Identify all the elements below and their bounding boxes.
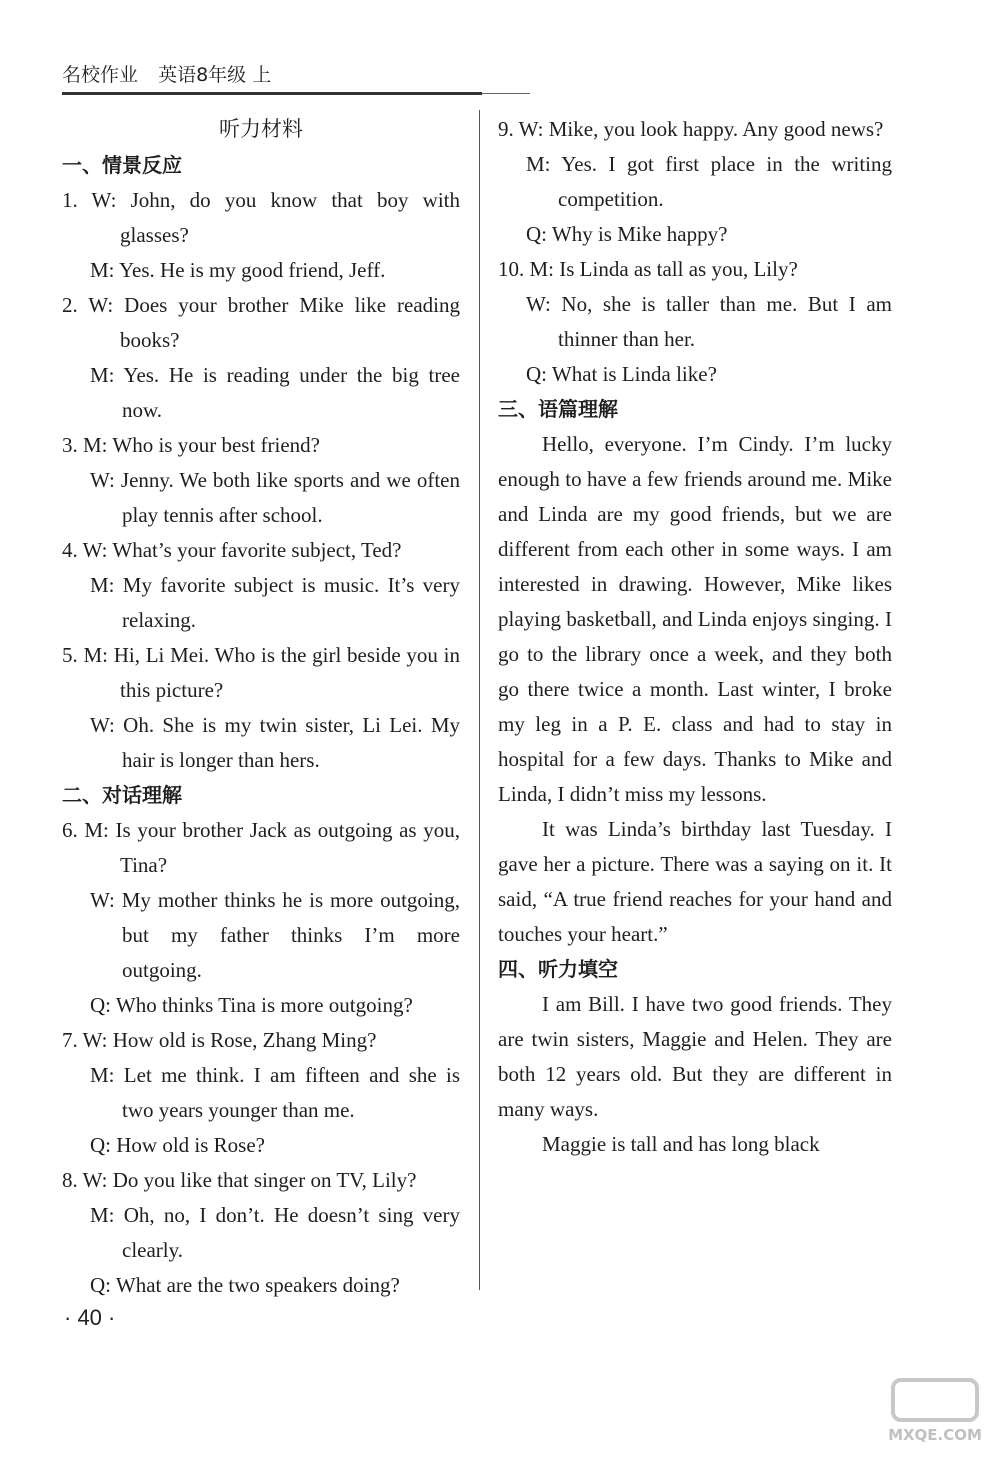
dialogue-line: M: My favorite subject is music. It’s very relaxing.	[90, 573, 460, 632]
header-rule	[62, 92, 482, 95]
page-title: 听力材料	[219, 117, 303, 141]
dialogue-line: Q: What are the two speakers doing?	[90, 1273, 400, 1297]
watermark-logo	[885, 1372, 985, 1447]
running-header	[62, 60, 482, 87]
section-heading-2: 二、对话理解	[62, 783, 182, 807]
dialogue-line: 9. W: Mike, you look happy. Any good news?	[498, 117, 884, 141]
dialogue-line: 10. M: Is Linda as tall as you, Lily?	[498, 257, 798, 281]
dialogue-line: M: Oh, no, I don’t. He doesn’t sing very clearly.	[90, 1203, 460, 1262]
book-subject: 英语8年级 上	[158, 64, 272, 86]
section-heading-3: 三、语篇理解	[498, 397, 618, 421]
dialogue-line: Q: Why is Mike happy?	[526, 222, 728, 246]
dialogue-line: M: Let me think. I am fifteen and she is two years younger than me.	[90, 1063, 460, 1122]
section-heading-1: 一、情景反应	[62, 153, 182, 177]
right-column	[498, 112, 892, 1162]
dialogue-line: 5. M: Hi, Li Mei. Who is the girl beside you in this picture?	[62, 643, 460, 702]
dialogue-line: M: Yes. He is my good friend, Jeff.	[90, 258, 386, 282]
page-number: · 40 ·	[64, 1305, 116, 1330]
book-title: 名校作业	[62, 64, 139, 86]
dialogue-line: W: Jenny. We both like sports and we often play tennis after school.	[90, 468, 460, 527]
passage-3-paragraph: Hello, everyone. I’m Cindy. I’m lucky enough to have a few friends around me. Mike and Linda are my good friends, but we are different from each other in some ways. I am interested in drawing. However, Mike likes playing basketball, and Linda enjoys singing. I go to the library once a week, and they both go there twice a month. Last winter, I broke my leg in a P. E. class and had to stay in hospital for a few days. Thanks to Mike and Linda, I didn’t miss my lessons.	[498, 432, 892, 806]
dialogue-line: 7. W: How old is Rose, Zhang Ming?	[62, 1028, 377, 1052]
dialogue-line: 4. W: What’s your favorite subject, Ted?	[62, 538, 402, 562]
watermark-text: MXQE.COM	[888, 1426, 982, 1444]
dialogue-line: W: My mother thinks he is more outgoing, but my father thinks I’m more outgoing.	[90, 888, 460, 982]
column-divider	[479, 110, 480, 1290]
passage-3-paragraph: It was Linda’s birthday last Tuesday. I gave her a picture. There was a saying on it. It said, “A true friend reaches for your hand and touches your heart.”	[498, 817, 892, 946]
passage-4-paragraph: I am Bill. I have two good friends. They are twin sisters, Maggie and Helen. They are both 12 years old. But they are different in many ways.	[498, 992, 892, 1121]
dialogue-line: 8. W: Do you like that singer on TV, Lily?	[62, 1168, 417, 1192]
passage-4-paragraph: Maggie is tall and has long black	[542, 1132, 820, 1156]
dialogue-line: W: Oh. She is my twin sister, Li Lei. My hair is longer than hers.	[90, 713, 460, 772]
left-column	[62, 112, 460, 1303]
dialogue-line: 6. M: Is your brother Jack as outgoing as you, Tina?	[62, 818, 460, 877]
section-1-items	[62, 183, 460, 778]
dialogue-line: Q: What is Linda like?	[526, 362, 717, 386]
header-rule-thin	[482, 93, 530, 94]
dialogue-line: 1. W: John, do you know that boy with glasses?	[62, 188, 460, 247]
dialogue-line: 3. M: Who is your best friend?	[62, 433, 320, 457]
dialogue-line: 2. W: Does your brother Mike like reading books?	[62, 293, 460, 352]
section-heading-4: 四、听力填空	[498, 957, 618, 981]
dialogue-line: Q: Who thinks Tina is more outgoing?	[90, 993, 413, 1017]
dialogue-line: M: Yes. I got first place in the writing competition.	[526, 152, 892, 211]
dialogue-line: W: No, she is taller than me. But I am thinner than her.	[526, 292, 892, 351]
section-2-items-cont	[498, 112, 892, 392]
dialogue-line: M: Yes. He is reading under the big tree now.	[90, 363, 460, 422]
section-2-items	[62, 813, 460, 1303]
dialogue-line: Q: How old is Rose?	[90, 1133, 265, 1157]
